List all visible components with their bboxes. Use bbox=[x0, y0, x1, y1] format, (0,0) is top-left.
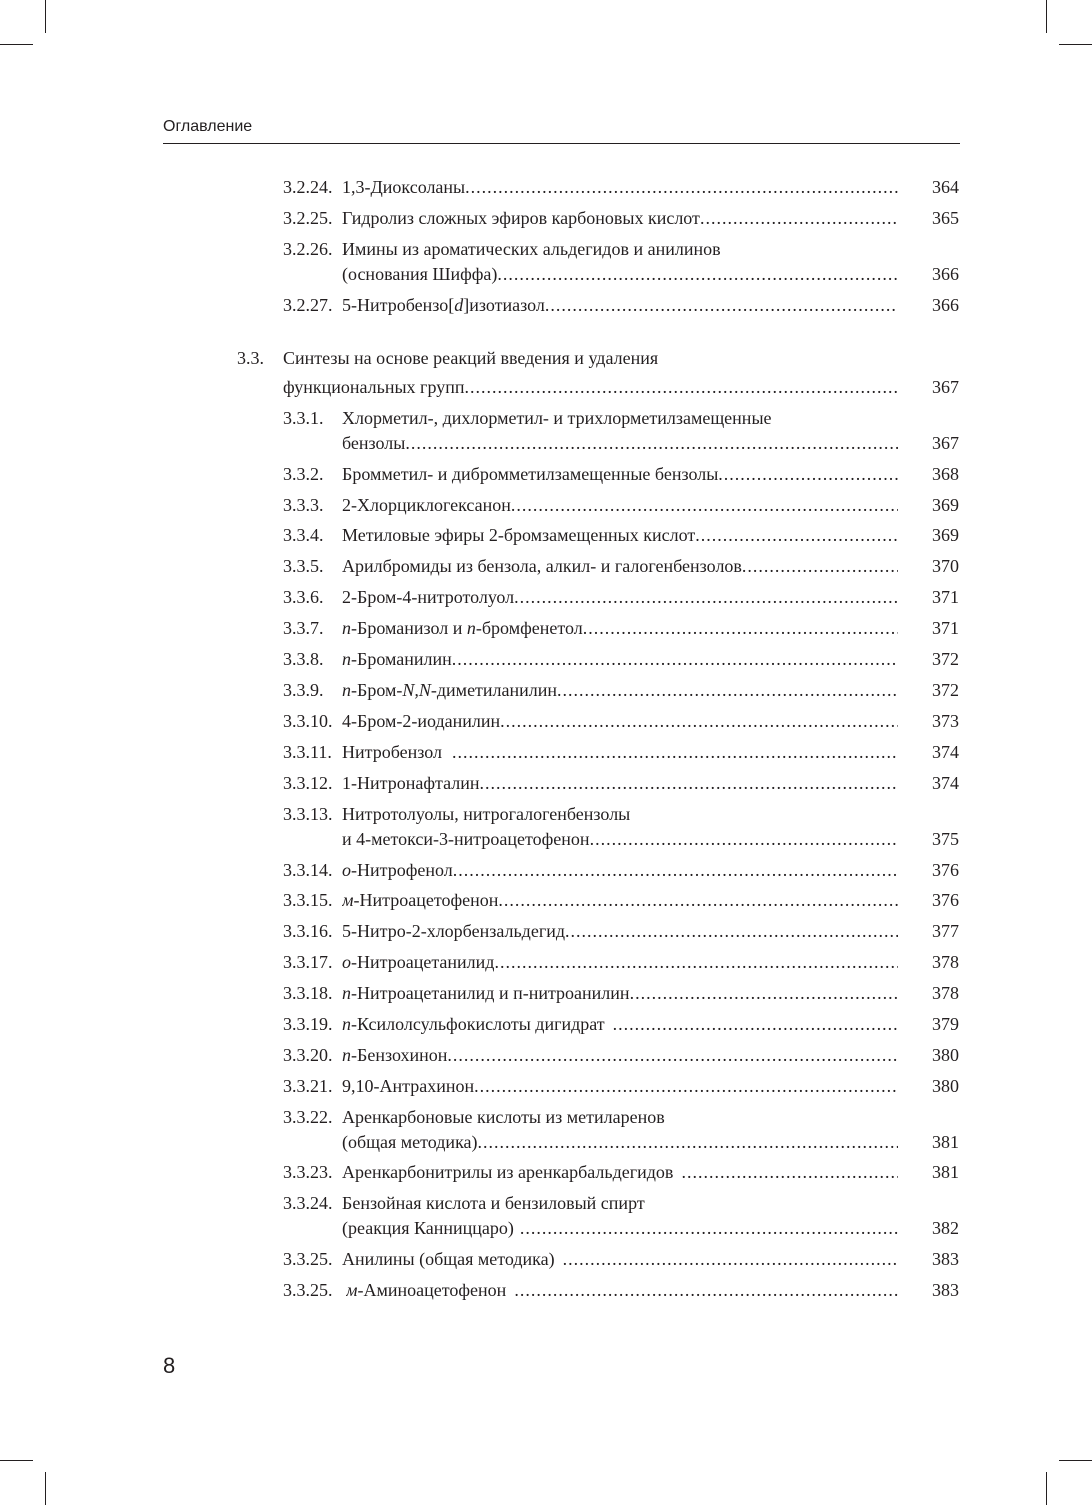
entry-number: 3.3.23. bbox=[283, 1162, 333, 1182]
leader-dots bbox=[494, 947, 898, 978]
leader-dots bbox=[497, 259, 898, 290]
entry-title-continued: (реакция Канниццаро) bbox=[342, 1218, 514, 1238]
leader-dots bbox=[545, 290, 898, 321]
entry-title: -Нитроацетанилид и п-нитроанилин bbox=[351, 983, 630, 1003]
entry-number: 3.3.24. bbox=[283, 1193, 333, 1213]
entry-number: 3.2.27. bbox=[283, 295, 333, 315]
entry-title: Арилбромиды из бензола, алкил- и галогенбензолов bbox=[342, 556, 742, 576]
section-number: 3.3. bbox=[237, 348, 264, 368]
entry-page: 383 bbox=[932, 1280, 959, 1300]
entry-title: -Нитроацетанилид bbox=[351, 952, 495, 972]
entry-title: -Нитроацетофенон bbox=[353, 890, 499, 910]
entry-number: 3.3.5. bbox=[283, 556, 324, 576]
toc-entry-continuation[interactable] bbox=[0, 259, 1092, 290]
leader-dots bbox=[453, 855, 898, 886]
toc-entry[interactable] bbox=[0, 916, 1092, 947]
crop-mark bbox=[45, 0, 46, 33]
toc-entry[interactable] bbox=[0, 1244, 1092, 1275]
entry-title-italic: п bbox=[342, 1045, 351, 1065]
entry-title-italic: п bbox=[342, 983, 351, 1003]
entry-title: Бензойная кислота и бензиловый спирт bbox=[342, 1193, 645, 1213]
entry-title: -Бром- bbox=[351, 680, 403, 700]
entry-title-italic: о bbox=[342, 952, 351, 972]
entry-page: 380 bbox=[932, 1076, 959, 1096]
entry-page: 372 bbox=[932, 680, 959, 700]
entry-page: 378 bbox=[932, 983, 959, 1003]
entry-number: 3.3.20. bbox=[283, 1045, 333, 1065]
entry-number: 3.3.10. bbox=[283, 711, 333, 731]
entry-page: 378 bbox=[932, 952, 959, 972]
entry-title: 5-Нитробензо[ bbox=[342, 295, 455, 315]
entry-title: 2-Бром-4-нитротолуол bbox=[342, 587, 515, 607]
entry-title: Аренкарбонитрилы из аренкарбальдегидов bbox=[342, 1162, 674, 1182]
crop-mark bbox=[0, 1460, 33, 1461]
entry-page: 369 bbox=[932, 525, 959, 545]
leader-dots bbox=[474, 1071, 898, 1102]
crop-mark bbox=[1046, 1472, 1047, 1505]
entry-title: -Ксилолсульфокислоты дигидрат bbox=[351, 1014, 605, 1034]
entry-page: 372 bbox=[932, 649, 959, 669]
running-header-title: Оглавление bbox=[163, 118, 253, 135]
toc-entry[interactable] bbox=[0, 172, 1092, 203]
entry-page: 371 bbox=[932, 618, 959, 638]
toc-entry[interactable] bbox=[0, 290, 1092, 321]
toc-entry-continuation[interactable] bbox=[0, 824, 1092, 855]
entry-title: Хлорметил-, дихлорметил- и трихлорметилзамещенные bbox=[342, 408, 772, 428]
entry-title: Нитробензол bbox=[342, 742, 443, 762]
entry-title-italic: п bbox=[342, 680, 351, 700]
entry-number: 3.3.14. bbox=[283, 860, 333, 880]
leader-dots bbox=[565, 916, 898, 947]
toc-entry[interactable] bbox=[0, 203, 1092, 234]
leader-dots bbox=[478, 1127, 898, 1158]
entry-title: Имины из ароматических альдегидов и анилинов bbox=[342, 239, 721, 259]
crop-mark bbox=[45, 1472, 46, 1505]
leader-dots bbox=[514, 582, 898, 613]
entry-title-italic: о bbox=[342, 860, 351, 880]
entry-number: 3.3.1. bbox=[283, 408, 324, 428]
crop-mark bbox=[1046, 0, 1047, 33]
leader-dots bbox=[613, 1009, 898, 1040]
leader-dots bbox=[520, 1213, 898, 1244]
entry-title-italic: d bbox=[454, 295, 464, 315]
entry-number: 3.3.22. bbox=[283, 1107, 333, 1127]
entry-number: 3.3.21. bbox=[283, 1076, 333, 1096]
entry-page: 367 bbox=[932, 433, 959, 453]
entry-title-continued: бензолы bbox=[342, 433, 406, 453]
entry-title: 9,10-Антрахинон bbox=[342, 1076, 475, 1096]
entry-title-italic: п bbox=[466, 618, 476, 638]
toc-entry[interactable] bbox=[0, 675, 1092, 706]
entry-title: Нитротолуолы, нитрогалогенбензолы bbox=[342, 804, 631, 824]
entry-title-continued: (основания Шиффа) bbox=[342, 264, 498, 284]
entry-title: -Броманилин bbox=[351, 649, 452, 669]
leader-dots bbox=[563, 1244, 898, 1275]
leader-dots bbox=[498, 885, 898, 916]
entry-page: 366 bbox=[932, 264, 959, 284]
entry-title: Метиловые эфиры 2-бромзамещенных кислот bbox=[342, 525, 696, 545]
leader-dots bbox=[630, 978, 898, 1009]
crop-mark bbox=[0, 44, 33, 45]
entry-title: Аренкарбоновые кислоты из метиларенов bbox=[342, 1107, 665, 1127]
toc-entry-continuation[interactable] bbox=[0, 428, 1092, 459]
entry-number: 3.3.6. bbox=[283, 587, 324, 607]
entry-number: 3.2.25. bbox=[283, 208, 333, 228]
entry-number: 3.3.18. bbox=[283, 983, 333, 1003]
toc-entry-continuation[interactable] bbox=[0, 1213, 1092, 1244]
entry-number: 3.3.9. bbox=[283, 680, 324, 700]
entry-number: 3.3.11. bbox=[283, 742, 332, 762]
entry-page: 383 bbox=[932, 1249, 959, 1269]
entry-title: -Аминоацетофенон bbox=[357, 1280, 507, 1300]
leader-dots bbox=[557, 675, 898, 706]
entry-title-italic: м bbox=[346, 1280, 358, 1300]
toc-entry[interactable] bbox=[0, 644, 1092, 675]
entry-title: ]изотиазол bbox=[463, 295, 545, 315]
leader-dots bbox=[700, 203, 898, 234]
entry-title: -Бензохинон bbox=[351, 1045, 448, 1065]
leader-dots bbox=[590, 824, 898, 855]
entry-title: -Броманизол и bbox=[351, 618, 467, 638]
entry-number: 3.3.19. bbox=[283, 1014, 333, 1034]
leader-dots bbox=[479, 768, 898, 799]
toc-section-continuation[interactable] bbox=[0, 372, 1092, 403]
leader-dots bbox=[465, 172, 898, 203]
entry-title: Бромметил- и дибромметилзамещенные бензолы bbox=[342, 464, 719, 484]
entry-page: 380 bbox=[932, 1045, 959, 1065]
toc-entry[interactable] bbox=[0, 855, 1092, 886]
toc-entry[interactable] bbox=[0, 1275, 1092, 1306]
crop-mark bbox=[1059, 1460, 1092, 1461]
entry-page: 373 bbox=[932, 711, 959, 731]
toc-entry[interactable] bbox=[0, 737, 1092, 768]
section-title: Синтезы на основе реакций введения и удаления bbox=[283, 348, 659, 368]
entry-title: 4-Бром-2-иоданилин bbox=[342, 711, 501, 731]
entry-page: 376 bbox=[932, 890, 959, 910]
entry-number: 3.3.17. bbox=[283, 952, 333, 972]
toc-entry[interactable] bbox=[0, 978, 1092, 1009]
page-number: 8 bbox=[163, 1353, 176, 1378]
toc-entry[interactable] bbox=[0, 613, 1092, 644]
entry-number: 3.3.3. bbox=[283, 495, 324, 515]
toc-entry[interactable] bbox=[0, 885, 1092, 916]
entry-page: 371 bbox=[932, 587, 959, 607]
leader-dots bbox=[405, 428, 898, 459]
entry-title: 2-Хлорциклогексанон bbox=[342, 495, 511, 515]
entry-page: 376 bbox=[932, 860, 959, 880]
entry-title-italic: п bbox=[342, 1014, 351, 1034]
header-rule bbox=[163, 143, 960, 144]
leader-dots bbox=[681, 1157, 898, 1188]
entry-page: 374 bbox=[932, 742, 959, 762]
leader-dots bbox=[695, 520, 898, 551]
toc-entry[interactable] bbox=[0, 551, 1092, 582]
entry-title: -Нитрофенол bbox=[351, 860, 453, 880]
crop-mark bbox=[1059, 44, 1092, 45]
entry-title: 1,3-Диоксоланы bbox=[342, 177, 466, 197]
toc-entry[interactable] bbox=[0, 706, 1092, 737]
entry-number: 3.3.16. bbox=[283, 921, 333, 941]
toc-entry[interactable] bbox=[0, 947, 1092, 978]
entry-number: 3.2.26. bbox=[283, 239, 333, 259]
leader-dots bbox=[583, 613, 898, 644]
entry-page: 381 bbox=[932, 1132, 959, 1152]
entry-title: -бромфенетол bbox=[475, 618, 583, 638]
toc-entry[interactable] bbox=[0, 1009, 1092, 1040]
entry-page: 367 bbox=[932, 377, 959, 397]
entry-page: 374 bbox=[932, 773, 959, 793]
entry-number: 3.2.24. bbox=[283, 177, 333, 197]
leader-dots bbox=[742, 551, 898, 582]
toc-entry[interactable] bbox=[0, 459, 1092, 490]
toc-entry[interactable] bbox=[0, 490, 1092, 521]
toc-entry[interactable] bbox=[0, 582, 1092, 613]
entry-page: 370 bbox=[932, 556, 959, 576]
entry-title: 5-Нитро-2-хлорбензальдегид bbox=[342, 921, 565, 941]
entry-title: Гидролиз сложных эфиров карбоновых кислот bbox=[342, 208, 700, 228]
entry-title-italic: п bbox=[342, 649, 351, 669]
entry-title-continued: (общая методика) bbox=[342, 1132, 478, 1152]
entry-page: 382 bbox=[932, 1218, 959, 1238]
entry-page: 365 bbox=[932, 208, 959, 228]
entry-number: 3.3.2. bbox=[283, 464, 324, 484]
entry-title-italic: м bbox=[342, 890, 354, 910]
toc-entry[interactable] bbox=[0, 1040, 1092, 1071]
entry-page: 379 bbox=[932, 1014, 959, 1034]
leader-dots bbox=[452, 737, 898, 768]
leader-dots bbox=[452, 644, 898, 675]
leader-dots bbox=[500, 706, 898, 737]
leader-dots bbox=[514, 1275, 898, 1306]
entry-title-italic: п bbox=[342, 618, 351, 638]
leader-dots bbox=[718, 459, 898, 490]
entry-page: 381 bbox=[932, 1162, 959, 1182]
entry-number: 3.3.15. bbox=[283, 890, 333, 910]
entry-number: 3.3.12. bbox=[283, 773, 333, 793]
entry-title: Анилины (общая методика) bbox=[342, 1249, 555, 1269]
entry-title-continued: и 4-метокси-3-нитроацетофенон bbox=[342, 829, 590, 849]
entry-page: 369 bbox=[932, 495, 959, 515]
leader-dots bbox=[464, 372, 898, 403]
entry-page: 364 bbox=[932, 177, 959, 197]
leader-dots bbox=[447, 1040, 898, 1071]
entry-page: 377 bbox=[932, 921, 959, 941]
toc-entry[interactable] bbox=[0, 1157, 1092, 1188]
leader-dots bbox=[511, 490, 898, 521]
toc-entry[interactable] bbox=[0, 1071, 1092, 1102]
entry-number: 3.3.4. bbox=[283, 525, 324, 545]
entry-page: 375 bbox=[932, 829, 959, 849]
toc-section[interactable] bbox=[0, 343, 1092, 374]
section-title-continued: функциональных групп bbox=[283, 377, 465, 397]
entry-number: 3.3.25. bbox=[283, 1249, 333, 1269]
entry-number: 3.3.7. bbox=[283, 618, 324, 638]
toc-entry-continuation[interactable] bbox=[0, 1127, 1092, 1158]
entry-title: -диметиланилин bbox=[430, 680, 558, 700]
entry-title-italic: N,N bbox=[402, 680, 431, 700]
toc-entry[interactable] bbox=[0, 768, 1092, 799]
entry-title: 1-Нитронафталин bbox=[342, 773, 480, 793]
entry-number: 3.3.13. bbox=[283, 804, 333, 824]
entry-page: 366 bbox=[932, 295, 959, 315]
toc-entry[interactable] bbox=[0, 520, 1092, 551]
entry-number: 3.3.8. bbox=[283, 649, 324, 669]
entry-number: 3.3.25. bbox=[283, 1280, 333, 1300]
entry-page: 368 bbox=[932, 464, 959, 484]
